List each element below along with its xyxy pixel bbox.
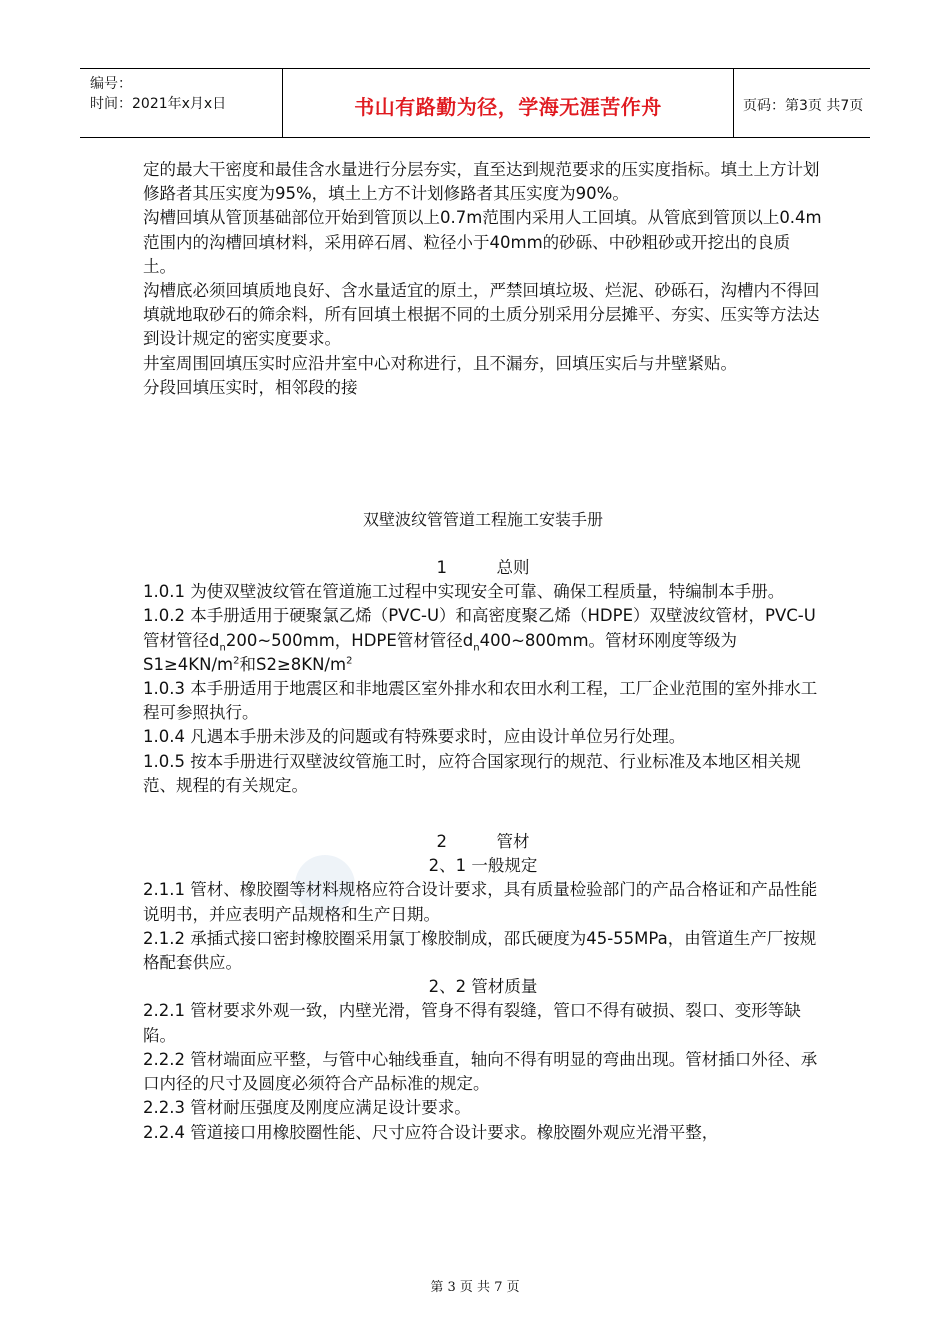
paragraph: 沟槽回填从管顶基础部位开始到管顶以上0.7m范围内采用人工回填。从管底到管顶以上0.4m范围内的沟槽回填材料，采用碎石屑、粒径小于40mm的砂砾、中砂粗砂或开挖出的良质土。 (143, 208, 822, 276)
section-number: 2 (436, 832, 447, 852)
motto: 书山有路勤为径，学海无涯苦作舟 (354, 95, 662, 119)
page-label: 页码：第3页 共7页 (743, 98, 864, 114)
clause: 2.2.3 管材耐压强度及刚度应满足设计要求。 (143, 1098, 471, 1118)
section-heading (143, 830, 823, 854)
subsection-heading: 2、1 一般规定 (428, 856, 538, 876)
clause: 2.1.1 管材、橡胶圈等材料规格应符合设计要求，具有质量检验部门的产品合格证和产品性能说明书，并应表明产品规格和生产日期。 (143, 880, 818, 924)
clause: 2.2.1 管材要求外观一致，内壁光滑，管身不得有裂缝，管口不得有破损、裂口、变形等缺陷。 (143, 1001, 801, 1045)
subscript-n: n (473, 641, 480, 653)
document-body (143, 158, 823, 1145)
clause: 2.1.2 承插式接口密封橡胶圈采用氯丁橡胶制成，邵氏硬度为45-55MPa，由管道生产厂按规格配套供应。 (143, 928, 817, 973)
header-meta-cell (80, 69, 283, 137)
clause-text: 400~800mm。管材环刚度等级为S1≥4KN/m (143, 630, 738, 674)
section-number: 1 (436, 558, 447, 578)
superscript-2: 2 (233, 655, 240, 667)
page-header (80, 68, 870, 138)
paragraph: 井室周围回填压实时应沿井室中心对称进行，且不漏夯，回填压实后与井壁紧贴。 (143, 353, 737, 373)
paragraph: 沟槽底必须回填质地良好、含水量适宜的原土，严禁回填垃圾、烂泥、砂砾石，沟槽内不得回填就地取砂石的筛余料，所有回填土根据不同的土质分别采用分层摊平、夯实、压实等方法达到设计规定的密实度要求。 (143, 281, 820, 349)
clause-text: 和S2≥8KN/m (239, 654, 347, 674)
clause: 1.0.1 为使双壁波纹管在管道施工过程中实现安全可靠、确保工程质量，特编制本手册。 (143, 582, 785, 602)
number-label: 编号： (90, 76, 132, 92)
time-label: 时间：2021年x月x日 (90, 96, 227, 112)
paragraph: 定的最大干密度和最佳含水量进行分层夯实，直至达到规范要求的压实度指标。填土上方计划修路者其压实度为95%，填土上方不计划修路者其压实度为90%。 (143, 160, 820, 204)
header-page-cell (734, 69, 870, 137)
section-title: 总则 (496, 558, 530, 578)
header-motto-cell (283, 69, 734, 137)
subsection-heading: 2、2 管材质量 (428, 977, 538, 997)
clause: 2.2.4 管道接口用橡胶圈性能、尺寸应符合设计要求。橡胶圈外观应光滑平整， (143, 1122, 719, 1142)
subscript-n: n (219, 641, 226, 653)
clause: 1.0.3 本手册适用于地震区和非地震区室外排水和农田水利工程，工厂企业范围的室外排水工程可参照执行。 (143, 679, 818, 723)
clause-text: 200~500mm，HDPE管材管径d (225, 630, 474, 650)
clause-text: 1.0.2 本手册适用于硬聚氯乙烯（PVC-U）和高密度聚乙烯（HDPE）双壁波纹管材，PVC-U管材管径d (143, 606, 816, 650)
paragraph: 分段回填压实时，相邻段的接 (143, 377, 358, 397)
clause: 1.0.5 按本手册进行双壁波纹管施工时，应符合国家现行的规范、行业标准及本地区相关规范、规程的有关规定。 (143, 751, 801, 795)
clause: 1.0.4 凡遇本手册未涉及的问题或有特殊要求时，应由设计单位另行处理。 (143, 727, 686, 747)
section-heading (143, 556, 823, 580)
clause: 2.2.2 管材端面应平整，与管中心轴线垂直，轴向不得有明显的弯曲出现。管材插口外径、承口内径的尺寸及圆度必须符合产品标准的规定。 (143, 1049, 818, 1094)
superscript-2: 2 (346, 655, 353, 667)
manual-title: 双壁波纹管管道工程施工安装手册 (362, 510, 603, 530)
clause (143, 604, 823, 677)
page-footer: 第 3 页 共 7 页 (430, 1280, 520, 1295)
section-title: 管材 (496, 832, 530, 852)
